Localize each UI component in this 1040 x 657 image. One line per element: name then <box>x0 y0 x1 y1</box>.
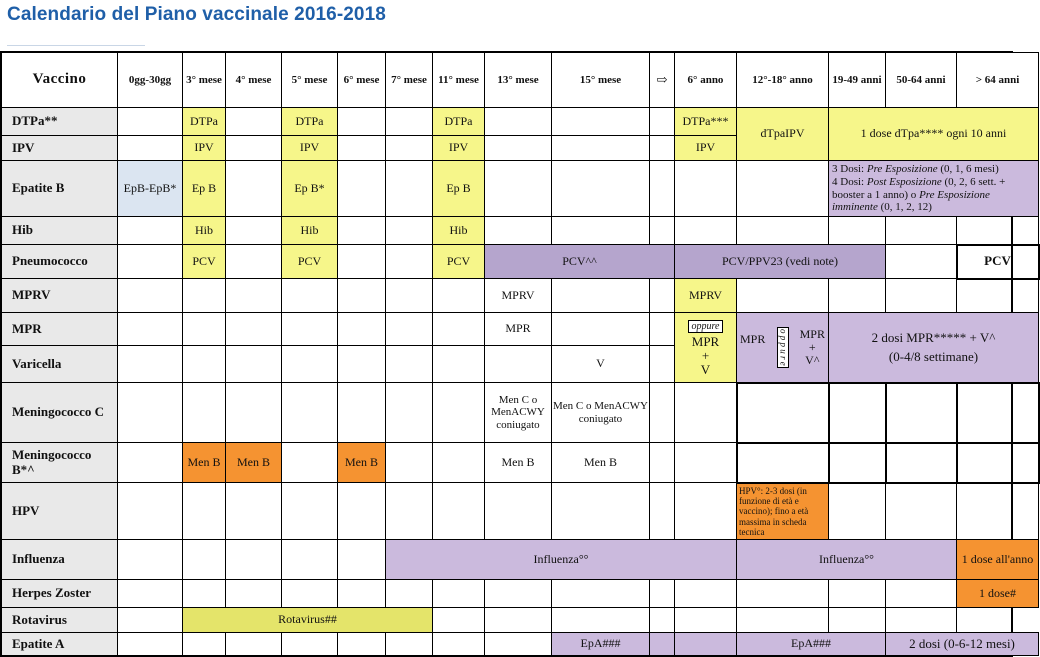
cell-menc-15-mese: Men C o MenACWY coniugato <box>552 383 650 443</box>
header-col-15-mese: 15° mese <box>552 53 650 108</box>
row-label-varicella: Varicella <box>2 346 118 383</box>
row-hib <box>2 217 1039 245</box>
row-label-mprv: MPRV <box>2 279 118 313</box>
header-vaccino: Vaccino <box>2 53 118 108</box>
header-col-12-18-anno: 12°-18° anno <box>737 53 829 108</box>
row-label-rotavirus: Rotavirus <box>2 608 118 633</box>
vaccination-calendar-table <box>1 52 1040 656</box>
row-label-meningococco-b: Meningococco B*^ <box>2 443 118 483</box>
cell-dtpaipv-adolescenti: dTpaIPV <box>737 108 829 161</box>
header-col-3-mese: 3° mese <box>183 53 226 108</box>
cell-mpr-13-mese: MPR <box>485 313 552 346</box>
row-influenza <box>2 540 1039 580</box>
header-col-6-mese: 6° mese <box>338 53 386 108</box>
cell-mpr-v-adulti: 2 dosi MPR***** + V^ (0-4/8 settimane) <box>829 313 1039 383</box>
row-label-ipv: IPV <box>2 136 118 161</box>
cell-pcv-5-mese: PCV <box>282 245 338 279</box>
cell-influenza-over-64: 1 dose all'anno <box>957 540 1039 580</box>
row-epatite-a <box>2 633 1039 656</box>
row-label-epatite-b: Epatite B <box>2 161 118 217</box>
cell-menc-13-mese: Men C o MenACWY coniugato <box>485 383 552 443</box>
cell-dtpa-5-mese: DTPa <box>282 108 338 136</box>
header-col-19-49-anni: 19-49 anni <box>829 53 886 108</box>
row-rotavirus <box>2 608 1039 633</box>
header-col-7-mese: 7° mese <box>386 53 433 108</box>
cell-pcv-3-mese: PCV <box>183 245 226 279</box>
row-label-meningococco-c: Meningococco C <box>2 383 118 443</box>
header-col-over-64-anni: > 64 anni <box>957 53 1039 108</box>
cell-hib-3-mese: Hib <box>183 217 226 245</box>
cell-epa-adolescenti: EpA### <box>737 633 886 656</box>
cell-pcv-over-64: PCV <box>957 245 1039 279</box>
cell-hpv-adolescenti: HPV°: 2-3 dosi (in funzione di età e vaccino); fino a età massima in scheda tecnica <box>737 483 829 540</box>
header-row <box>2 53 1039 108</box>
row-mprv <box>2 279 1039 313</box>
cell-dtpa-adulti: 1 dose dTpa**** ogni 10 anni <box>829 108 1039 161</box>
row-epatite-b <box>2 161 1039 217</box>
cell-epb-3-mese: Ep B <box>183 161 226 217</box>
row-herpes-zoster <box>2 580 1039 608</box>
cell-ipv-6-anno: IPV <box>675 136 737 161</box>
cell-menb-4-mese: Men B <box>226 443 282 483</box>
cell-menb-6-mese: Men B <box>338 443 386 483</box>
row-pneumococco <box>2 245 1039 279</box>
row-hpv <box>2 483 1039 540</box>
row-meningococco-c <box>2 383 1039 443</box>
row-label-pneumococco: Pneumococco <box>2 245 118 279</box>
page-title: Calendario del Piano vaccinale 2016-2018 <box>7 4 386 25</box>
row-label-epatite-a: Epatite A <box>2 633 118 656</box>
cell-ipv-5-mese: IPV <box>282 136 338 161</box>
title-underline <box>7 45 145 46</box>
cell-pcv-11-mese: PCV <box>433 245 485 279</box>
cell-menb-13-mese: Men B <box>485 443 552 483</box>
cell-hib-5-mese: Hib <box>282 217 338 245</box>
header-col-11-mese: 11° mese <box>433 53 485 108</box>
cell-epb-11-mese: Ep B <box>433 161 485 217</box>
cell-herpes-over-64: 1 dose# <box>957 580 1039 608</box>
cell-epa-15-mese: EpA### <box>552 633 650 656</box>
row-label-influenza: Influenza <box>2 540 118 580</box>
cell-epa-adulti: 2 dosi (0-6-12 mesi) <box>886 633 1039 656</box>
cell-mprv-13-mese: MPRV <box>485 279 552 313</box>
cell-epb-adulti-schema: 3 Dosi: Pre Esposizione (0, 1, 6 mesi) 4 Dosi: Post Esposizione (0, 2, 6 sett. + booster a 1 anno) o Pre Esposizione imminente (0, 1, 2, 12) <box>829 161 1039 217</box>
header-col-5-mese: 5° mese <box>282 53 338 108</box>
cell-mpr-v-6-anno: oppure MPR + V <box>675 313 737 383</box>
cell-pcv-ppv23: PCV/PPV23 (vedi note) <box>675 245 886 279</box>
row-label-hpv: HPV <box>2 483 118 540</box>
row-label-dtpa: DTPa** <box>2 108 118 136</box>
cell-menb-15-mese: Men B <box>552 443 650 483</box>
header-col-50-64-anni: 50-64 anni <box>886 53 957 108</box>
cell-dtpa-3-mese: DTPa <box>183 108 226 136</box>
cell-menb-3-mese: Men B <box>183 443 226 483</box>
cell-influenza-bambini: Influenza°° <box>386 540 737 580</box>
cell-hib-11-mese: Hib <box>433 217 485 245</box>
row-meningococco-b <box>2 443 1039 483</box>
arrow-icon: ⇨ <box>650 53 675 108</box>
row-mpr <box>2 313 1039 346</box>
row-label-hib: Hib <box>2 217 118 245</box>
cell-varicella-15-mese: V <box>552 346 650 383</box>
cell-mprv-6-anno: MPRV <box>675 279 737 313</box>
header-col-4-mese: 4° mese <box>226 53 282 108</box>
cell-ipv-3-mese: IPV <box>183 136 226 161</box>
oppure-label: oppure <box>688 320 724 333</box>
cell-pcv-13-15-mese: PCV^^ <box>485 245 675 279</box>
cell-ipv-11-mese: IPV <box>433 136 485 161</box>
row-label-mpr: MPR <box>2 313 118 346</box>
cell-rotavirus: Rotavirus## <box>183 608 433 633</box>
cell-epb-5-mese: Ep B* <box>282 161 338 217</box>
header-col-0gg-30gg: 0gg-30gg <box>118 53 183 108</box>
row-dtpa <box>2 108 1039 136</box>
cell-epb-neonato: EpB-EpB* <box>118 161 183 217</box>
header-col-13-mese: 13° mese <box>485 53 552 108</box>
cell-mpr-adolescenti: MPR o p p u r e MPR + V^ <box>737 313 829 383</box>
cell-influenza-adulti: Influenza°° <box>737 540 957 580</box>
cell-dtpa-6-anno: DTPa*** <box>675 108 737 136</box>
header-col-6-anno: 6° anno <box>675 53 737 108</box>
cell-dtpa-11-mese: DTPa <box>433 108 485 136</box>
row-label-herpes-zoster: Herpes Zoster <box>2 580 118 608</box>
